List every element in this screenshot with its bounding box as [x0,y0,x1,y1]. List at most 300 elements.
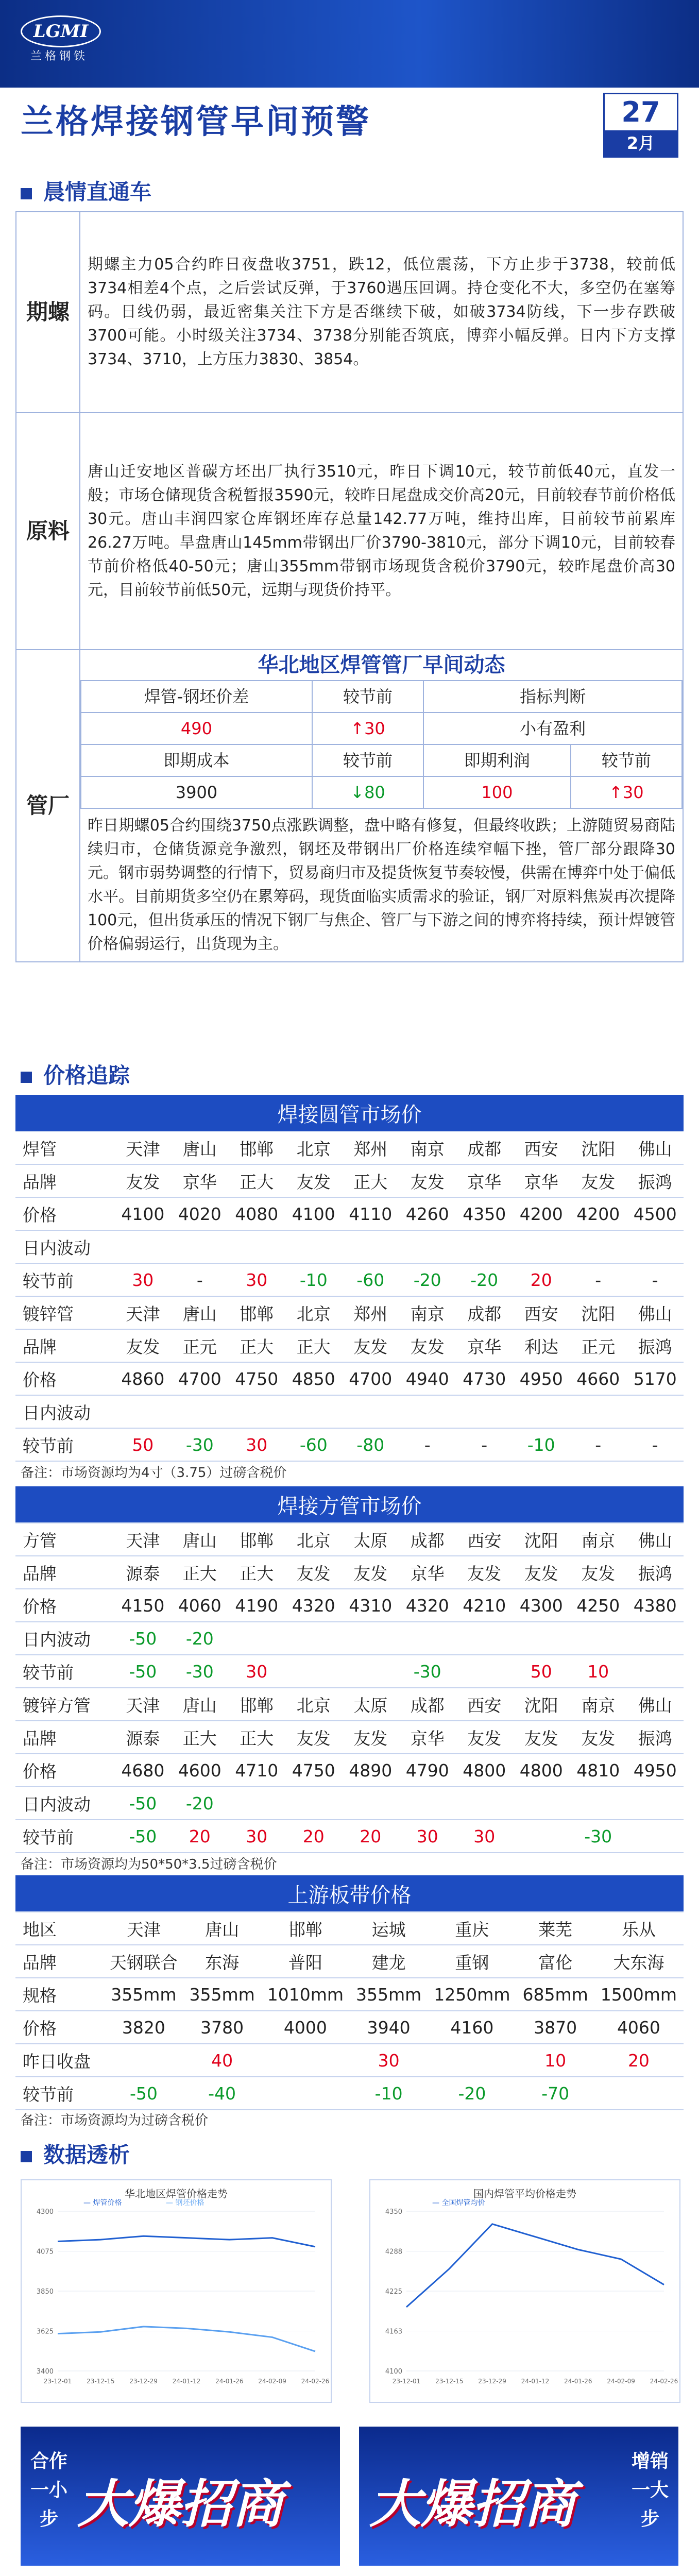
table-cell: 唐山 [172,1296,228,1329]
table-cell: 天津 [114,1131,171,1164]
row-label: 镀锌管 [15,1296,114,1329]
table-cell [456,1395,513,1428]
table-cell: 4300 [513,1589,569,1622]
table-cell [285,1395,342,1428]
futures-label: 期螺 [16,212,80,413]
table-row [15,1655,684,1688]
table-cell: 685mm [517,1978,593,2011]
table-cell: -20 [172,1787,228,1820]
date-month: 2月 [605,130,677,156]
section-title: 价格追踪 [43,1063,130,1088]
mini-header: 较节前 [571,744,682,776]
table-row [15,1820,684,1853]
table-cell: 友发 [570,1164,626,1197]
table-cell [228,1787,285,1820]
table-cell: 运城 [350,1912,427,1945]
table-cell: 佛山 [626,1296,684,1329]
table-cell: -30 [399,1655,456,1688]
table-cell [513,1622,569,1655]
series-line [58,2236,315,2247]
table-cell: 20 [594,2044,684,2077]
table-cell: 4710 [228,1754,285,1787]
table-cell: 友发 [114,1329,171,1362]
table-cell: 4160 [427,2011,517,2044]
table-cell: 重庆 [427,1912,517,1945]
round-note: 备注：市场资源均为4寸（3.75）过磅含税价 [21,1465,287,1481]
table-cell: 友发 [456,1721,513,1754]
table-cell: 友发 [399,1164,456,1197]
table-row [15,1721,684,1754]
table-cell: 正大 [285,1329,342,1362]
table-cell [285,1230,342,1263]
table-cell: 南京 [570,1688,626,1721]
chart-title: 华北地区焊管价格走势 [125,2188,228,2200]
x-tick-label: 24-01-26 [215,2378,244,2385]
table-cell: 4940 [399,1362,456,1395]
x-tick-label: 24-02-09 [258,2378,286,2385]
round-pipe-table [15,1095,684,1462]
legend-entry: — 钢坯价格 [166,2199,204,2207]
section-title: 晨情直通车 [43,179,152,205]
table-cell: 成都 [456,1296,513,1329]
table-cell: 50 [114,1428,171,1461]
row-label: 日内波动 [15,1622,114,1655]
table-cell: 4600 [172,1754,228,1787]
plant-label: 管厂 [16,650,80,962]
table-cell: 4100 [114,1197,171,1230]
table-cell [626,1787,684,1820]
y-tick-label: 4288 [385,2248,402,2256]
x-tick-label: 24-01-12 [172,2378,201,2385]
table-cell: 北京 [285,1296,342,1329]
x-tick-label: 23-12-01 [43,2378,72,2385]
row-label: 价格 [15,1589,114,1622]
table-row [15,1197,684,1230]
table-cell: 4750 [228,1362,285,1395]
banner-left[interactable] [21,2427,340,2566]
x-tick-label: 24-02-26 [650,2378,678,2385]
table-cell: 4260 [399,1197,456,1230]
table-cell: -50 [114,1787,171,1820]
table-cell: 正元 [570,1329,626,1362]
table-cell: 源泰 [114,1556,171,1589]
table-cell: 正大 [228,1329,285,1362]
table-cell: - [399,1428,456,1461]
table-cell: 4150 [114,1589,171,1622]
table-cell: 振鸿 [626,1164,684,1197]
table-cell: 10 [517,2044,593,2077]
square-pipe-table [15,1486,684,1853]
table-cell: 北京 [285,1688,342,1721]
table-cell [228,1230,285,1263]
table-row [15,1978,684,2011]
mini-value: 100 [423,776,571,808]
table-cell [513,1787,569,1820]
table-cell [342,1395,399,1428]
table-cell: 普阳 [261,1945,350,1978]
table-cell: 4110 [342,1197,399,1230]
table-cell [342,1787,399,1820]
row-label: 品牌 [15,1329,114,1362]
banner-side-text: 增销一大步 [631,2451,669,2530]
table-cell: 天津 [104,1912,183,1945]
row-label: 较节前 [15,1820,114,1853]
table-cell: 4860 [114,1362,171,1395]
table-cell: -50 [114,1655,171,1688]
table-cell: 沈阳 [570,1131,626,1164]
table-cell: 4950 [626,1754,684,1787]
table-row [15,1523,684,1556]
table-cell: 4750 [285,1754,342,1787]
date-box [603,93,678,158]
row-label: 较节前 [15,1428,114,1461]
row-label: 昨日收盘 [15,2044,104,2077]
table-cell: 4060 [594,2011,684,2044]
row-label: 方管 [15,1523,114,1556]
table-cell: -60 [342,1263,399,1296]
table-cell [513,1820,569,1853]
mini-header: 即期利润 [423,744,571,776]
banner-right[interactable] [359,2427,678,2566]
table-cell: 正大 [228,1556,285,1589]
row-label: 较节前 [15,1655,114,1688]
table-row [15,1912,684,1945]
chart-left [21,2179,332,2403]
table-cell: 邯郸 [261,1912,350,1945]
table-cell: 正大 [342,1164,399,1197]
row-label: 价格 [15,1197,114,1230]
table-cell: 4730 [456,1362,513,1395]
table-cell: - [626,1263,684,1296]
table-cell: -20 [399,1263,456,1296]
x-tick-label: 24-02-26 [301,2378,330,2385]
row-label: 价格 [15,1754,114,1787]
table-row [15,1688,684,1721]
chart-left-svg [22,2180,331,2402]
mini-value: ↑30 [312,713,423,744]
x-tick-label: 23-12-15 [87,2378,115,2385]
mini-header: 较节前 [312,744,423,776]
table-cell: 邯郸 [228,1131,285,1164]
table-cell: 30 [228,1263,285,1296]
row-label: 日内波动 [15,1230,114,1263]
table-row [15,2011,684,2044]
table-cell [456,1622,513,1655]
table-cell [285,1622,342,1655]
table-cell: - [570,1428,626,1461]
table-cell [456,1230,513,1263]
table-cell: 北京 [285,1523,342,1556]
x-tick-label: 23-12-01 [392,2378,421,2385]
table-cell: 成都 [399,1688,456,1721]
table-cell: 4210 [456,1589,513,1622]
table-cell: 重钢 [427,1945,517,1978]
table-row [15,2077,684,2110]
table-cell: 邯郸 [228,1523,285,1556]
table-cell: 源泰 [114,1721,171,1754]
table-cell: 东海 [183,1945,260,1978]
mini-header: 较节前 [312,681,423,713]
row-label: 品牌 [15,1721,114,1754]
table-cell: -50 [114,1820,171,1853]
x-tick-label: 23-12-29 [478,2378,506,2385]
table-cell: 355mm [104,1978,183,2011]
table-cell [399,1622,456,1655]
table-cell: - [626,1428,684,1461]
table-cell: 友发 [513,1556,569,1589]
table-row [15,1131,684,1164]
legend-entry: — 全国焊管均价 [432,2199,485,2207]
strip-note: 备注：市场资源均为过磅含税价 [21,2113,209,2128]
table-cell: 友发 [570,1556,626,1589]
table-row [15,1622,684,1655]
table-title: 焊接圆管市场价 [15,1095,684,1131]
table-cell: 郑州 [342,1296,399,1329]
table-cell: 4320 [399,1589,456,1622]
table-cell: 30 [114,1263,171,1296]
table-cell [626,1622,684,1655]
table-cell: 友发 [342,1556,399,1589]
table-cell [399,1395,456,1428]
table-cell [513,1230,569,1263]
table-cell: 4950 [513,1362,569,1395]
table-cell: 振鸿 [626,1721,684,1754]
table-row [15,1754,684,1787]
table-cell: 邯郸 [228,1688,285,1721]
row-label: 较节前 [15,1263,114,1296]
table-cell: 4200 [513,1197,569,1230]
table-cell: 4800 [456,1754,513,1787]
table-cell: 佛山 [626,1131,684,1164]
table-cell [626,1655,684,1688]
table-cell: 大东海 [594,1945,684,1978]
table-cell: 京华 [399,1721,456,1754]
futures-text: 期螺主力05合约昨日夜盘收3751，跌12，低位震荡，下方止步于3738，较前低3734相差4个点，之后尝试反弹，于3760遇压回调。持仓变化不大，多空仍在塞筹码。日线仍弱，最近密集关注下方是否继续下破，如破3734防线，下一步存跌破3700可能。小时级关注3734、3738分别能否筑底，博弈小幅反弹。日内下方支撑3734、3710，上方压力3830、3854。 [80,212,683,413]
x-tick-label: 24-02-09 [607,2378,635,2385]
table-cell: - [570,1263,626,1296]
table-cell: 4020 [172,1197,228,1230]
table-cell [594,2077,684,2110]
table-row [15,1428,684,1461]
table-cell: 4250 [570,1589,626,1622]
table-cell: 4790 [399,1754,456,1787]
section-analysis [21,2138,130,2169]
y-tick-label: 3400 [36,2368,54,2376]
table-cell: -30 [172,1428,228,1461]
table-cell: 友发 [399,1329,456,1362]
table-cell: 4800 [513,1754,569,1787]
table-cell: 友发 [285,1164,342,1197]
table-cell [342,1655,399,1688]
table-cell: 4700 [342,1362,399,1395]
y-tick-label: 4350 [385,2208,402,2216]
table-cell: -20 [427,2077,517,2110]
table-cell: 4200 [570,1197,626,1230]
table-cell: 4700 [172,1362,228,1395]
table-cell: 4350 [456,1197,513,1230]
table-cell: 京华 [513,1164,569,1197]
table-cell: 正大 [172,1721,228,1754]
chart-title: 国内焊管平均价格走势 [473,2188,576,2200]
table-cell: 20 [513,1263,569,1296]
row-label: 品牌 [15,1556,114,1589]
table-cell: 友发 [114,1164,171,1197]
y-tick-label: 4163 [385,2328,402,2336]
table-cell [261,2077,350,2110]
table-cell [228,1395,285,1428]
section-price [21,1059,130,1090]
table-cell: 20 [285,1820,342,1853]
table-cell: 太原 [342,1688,399,1721]
table-cell: -60 [285,1428,342,1461]
row-label: 价格 [15,2011,104,2044]
table-cell: 4850 [285,1362,342,1395]
section-morning [21,175,151,206]
square-note: 备注：市场资源均为50*50*3.5过磅含税价 [21,1857,277,1872]
mini-table [80,680,683,809]
table-cell: 北京 [285,1131,342,1164]
table-cell: 沈阳 [570,1296,626,1329]
chart-right-svg [370,2180,679,2402]
table-cell: - [172,1263,228,1296]
table-cell: 友发 [513,1721,569,1754]
table-cell: 唐山 [172,1688,228,1721]
table-cell: 4310 [342,1589,399,1622]
y-tick-label: 4075 [36,2248,54,2256]
table-cell: 天钢联合 [104,1945,183,1978]
table-cell: 30 [228,1655,285,1688]
table-cell [342,1230,399,1263]
strip-table [15,1875,684,2110]
table-cell [513,1395,569,1428]
table-cell: 355mm [183,1978,260,2011]
table-cell: 成都 [456,1131,513,1164]
table-cell: 1250mm [427,1978,517,2011]
table-cell: 4680 [114,1754,171,1787]
table-row [15,1787,684,1820]
mini-value: ↑30 [571,776,682,808]
table-cell: 4190 [228,1589,285,1622]
table-cell: 佛山 [626,1688,684,1721]
table-cell: 天津 [114,1523,171,1556]
square-icon [21,1072,32,1083]
square-icon [21,2151,32,2162]
table-cell: 沈阳 [513,1688,569,1721]
table-cell: 30 [350,2044,427,2077]
y-tick-label: 3850 [36,2288,54,2296]
table-cell: -70 [517,2077,593,2110]
table-cell: 30 [456,1820,513,1853]
table-cell [626,1230,684,1263]
table-cell: 4080 [228,1197,285,1230]
table-cell: 4380 [626,1589,684,1622]
mini-value: 3900 [81,776,312,808]
page-title: 兰格焊接钢管早间预警 [21,103,371,141]
table-cell [104,2044,183,2077]
row-label: 品牌 [15,1945,104,1978]
table-cell [570,1230,626,1263]
logo-caption: 兰格钢铁 [30,50,88,63]
table-cell: 50 [513,1655,569,1688]
table-cell [626,1395,684,1428]
table-cell: 30 [399,1820,456,1853]
table-cell: 友发 [342,1721,399,1754]
table-cell [342,1622,399,1655]
table-cell: - [456,1428,513,1461]
table-cell: 友发 [342,1329,399,1362]
table-cell: -80 [342,1428,399,1461]
table-cell: 4060 [172,1589,228,1622]
table-cell [399,1230,456,1263]
table-cell: -20 [456,1263,513,1296]
table-cell: 天津 [114,1688,171,1721]
table-cell: 利达 [513,1329,569,1362]
mini-value: 490 [81,713,312,744]
mini-value: 小有盈利 [423,713,682,744]
table-cell: 南京 [399,1296,456,1329]
table-cell: 南京 [570,1523,626,1556]
table-cell: 沈阳 [513,1523,569,1556]
table-cell: -20 [172,1622,228,1655]
raw-label: 原料 [16,413,80,650]
table-title: 焊接方管市场价 [15,1486,684,1523]
table-cell: 京华 [456,1164,513,1197]
row-label: 价格 [15,1362,114,1395]
mini-header: 即期成本 [81,744,312,776]
raw-text: 唐山迁安地区普碳方坯出厂执行3510元，昨日下调10元，较节前低40元，直发一般；市场仓储现货含税暂报3590元，较昨日尾盘成交价高20元，目前较春节前价格低30元。唐山丰润四家仓库钢坯库存总量142.77万吨，维持出库，目前较节前累库26.27万吨。旱盘唐山145mm带钢出厂价3790-3810元，部分下调10元，目前较春节前价格低40-50元；唐山355mm带钢市场现货含税价3790元，较昨尾盘价高30元，目前较节前低50元，远期与现货价持平。 [80,413,683,650]
table-cell: 振鸿 [626,1329,684,1362]
x-tick-label: 23-12-15 [435,2378,464,2385]
table-cell: 3780 [183,2011,260,2044]
row-label: 规格 [15,1978,104,2011]
table-cell [456,1655,513,1688]
table-row [15,2044,684,2077]
table-cell: 成都 [399,1523,456,1556]
y-tick-label: 3625 [36,2328,54,2336]
table-cell: 京华 [172,1164,228,1197]
table-cell [172,1395,228,1428]
table-row [15,1329,684,1362]
table-cell: 京华 [456,1329,513,1362]
table-cell: 西安 [513,1296,569,1329]
square-icon [21,188,32,199]
table-cell: 4660 [570,1362,626,1395]
table-cell [285,1655,342,1688]
logo-mark: LGMI [21,15,101,47]
table-row [15,1296,684,1329]
table-cell [626,1820,684,1853]
mini-header: 焊管-钢坯价差 [81,681,312,713]
mini-header: 指标判断 [423,681,682,713]
row-label: 品牌 [15,1164,114,1197]
table-cell [399,1787,456,1820]
row-label: 较节前 [15,2077,104,2110]
table-cell: 友发 [456,1556,513,1589]
x-tick-label: 24-01-26 [564,2378,592,2385]
table-cell [570,1395,626,1428]
table-cell: 4000 [261,2011,350,2044]
table-cell: 正大 [228,1721,285,1754]
table-cell: 邯郸 [228,1296,285,1329]
plant-subheading: 华北地区焊管管厂早间动态 [258,653,505,677]
morning-table [15,211,684,962]
table-cell: 10 [570,1655,626,1688]
table-cell: 4500 [626,1197,684,1230]
row-label: 日内波动 [15,1787,114,1820]
table-cell: 太原 [342,1523,399,1556]
table-cell: 唐山 [172,1131,228,1164]
table-cell: 4100 [285,1197,342,1230]
